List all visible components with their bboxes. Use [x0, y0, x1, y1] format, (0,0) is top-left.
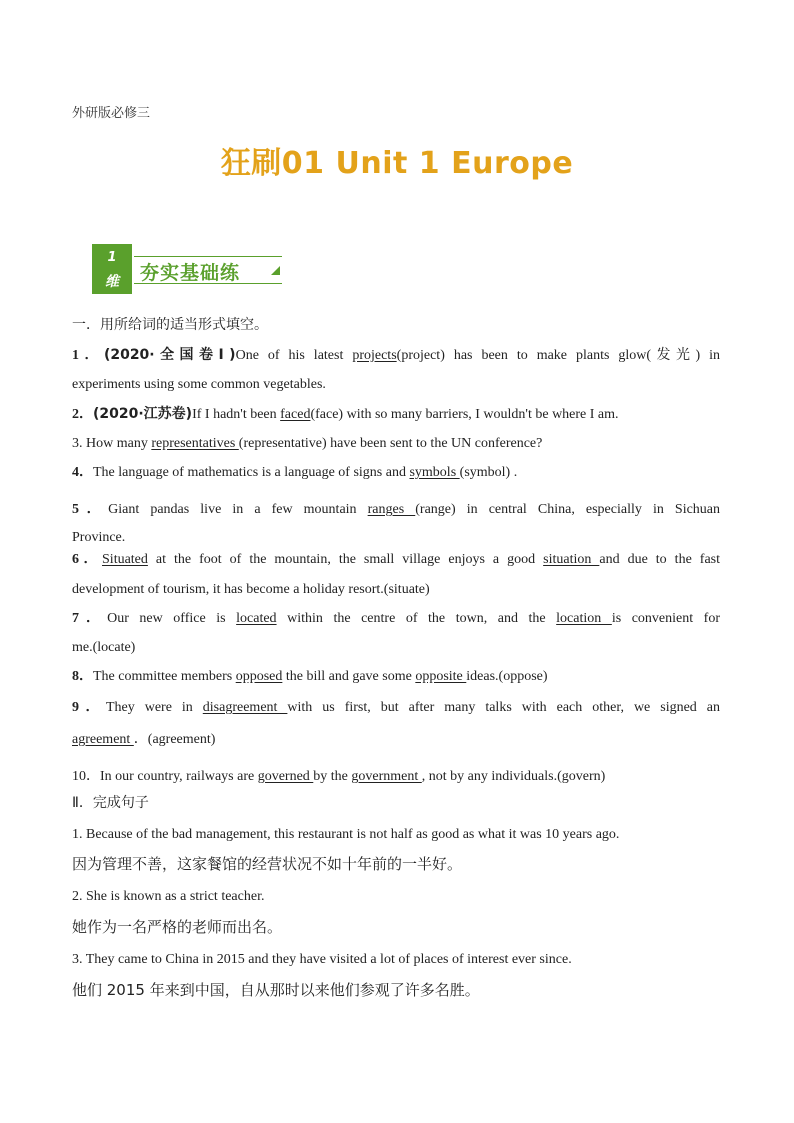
q-number: 5．: [72, 502, 109, 517]
question-10: 10．In our country, railways are governed by the government , not by any individuals.(govern): [72, 769, 606, 784]
question-9: 9．They were in disagreement with us first, but after many talks with each other, we signed an: [72, 700, 721, 715]
answer: Situated: [102, 552, 148, 567]
corner-triangle-icon: [271, 266, 280, 275]
q-source: (2020·全国卷Ⅰ): [103, 347, 236, 363]
sentence-3-zh: 他们 2015 年来到中国，自从那时以来他们参观了许多名胜。: [72, 981, 480, 999]
q-number: 4．: [72, 465, 93, 480]
q-number: 7．: [72, 611, 108, 626]
question-5-cont: Province.: [72, 530, 126, 545]
answer: symbols: [409, 465, 460, 480]
q-source: (2020·江苏卷): [93, 406, 193, 422]
q-number: 9．: [72, 700, 106, 715]
question-3: 3. How many representatives (representative) have been sent to the UN conference?: [72, 436, 543, 451]
answer: governed: [257, 769, 314, 784]
section-2-heading: Ⅱ．完成句子: [72, 795, 149, 811]
q-number: 3.: [72, 436, 86, 451]
answer: government: [351, 769, 422, 784]
question-6-cont: development of tourism, it has become a holiday resort.(situate): [72, 582, 430, 597]
section-banner: [92, 244, 288, 294]
section-1-heading: 一．用所给词的适当形式填空。: [72, 317, 268, 333]
banner-number: 1: [107, 250, 117, 265]
question-8: 8．The committee members opposed the bill and gave some opposite ideas.(oppose): [72, 669, 548, 684]
question-2: 2．(2020·江苏卷)If I hadn't been faced(face) with so many barriers, I wouldn't be where I am.: [72, 406, 619, 422]
answer: disagreement: [202, 700, 288, 715]
answer: projects: [352, 348, 397, 363]
q-number: 2．: [72, 407, 93, 422]
banner-char: 维: [105, 274, 119, 290]
answer: faced: [280, 407, 311, 422]
page-title: 狂刷01 Unit 1 Europe: [220, 146, 574, 181]
question-5: 5．Giant pandas live in a few mountain ranges (range) in central China, especially in Sichuan: [72, 502, 721, 517]
answer: situation: [543, 552, 600, 567]
banner-box: [134, 256, 282, 284]
q-number: 1．: [72, 348, 104, 363]
question-1-cont: experiments using some common vegetables.: [72, 377, 326, 392]
sentence-3-en: 3. They came to China in 2015 and they have visited a lot of places of interest ever since.: [72, 952, 572, 967]
sentence-2-en: 2. She is known as a strict teacher.: [72, 889, 265, 904]
question-9-cont: agreement ．(agreement): [72, 732, 216, 747]
answer: ranges: [367, 502, 416, 517]
banner-tag: [92, 244, 132, 294]
answer: located: [236, 611, 277, 626]
answer: opposed: [235, 669, 283, 684]
q-number: 8．: [72, 669, 93, 684]
question-6: 6．Situated at the foot of the mountain, the small village enjoys a good situation and due to the fast: [72, 552, 720, 567]
answer: representatives: [151, 436, 239, 451]
answer: location: [556, 611, 612, 626]
question-7: 7．Our new office is located within the centre of the town, and the location is convenient for: [72, 611, 721, 626]
question-7-cont: me.(locate): [72, 640, 136, 655]
banner-label: 夯实基础练: [140, 262, 241, 284]
sentence-1-en: 1. Because of the bad management, this restaurant is not half as good as what it was 10 years ago.: [72, 827, 620, 842]
sentence-1-zh: 因为管理不善，这家餐馆的经营状况不如十年前的一半好。: [72, 855, 463, 873]
course-label: 外研版必修三: [72, 106, 151, 121]
q-number: 6．: [72, 552, 103, 567]
answer: agreement: [72, 732, 134, 747]
question-1: 1．(2020·全国卷Ⅰ)One of his latest projects(project) has been to make plants glow(发光) in: [72, 347, 720, 363]
answer: opposite: [415, 669, 467, 684]
q-number: 10．: [72, 769, 100, 784]
question-4: 4．The language of mathematics is a language of signs and symbols (symbol) .: [72, 465, 518, 480]
sentence-2-zh: 她作为一名严格的老师而出名。: [72, 918, 283, 936]
